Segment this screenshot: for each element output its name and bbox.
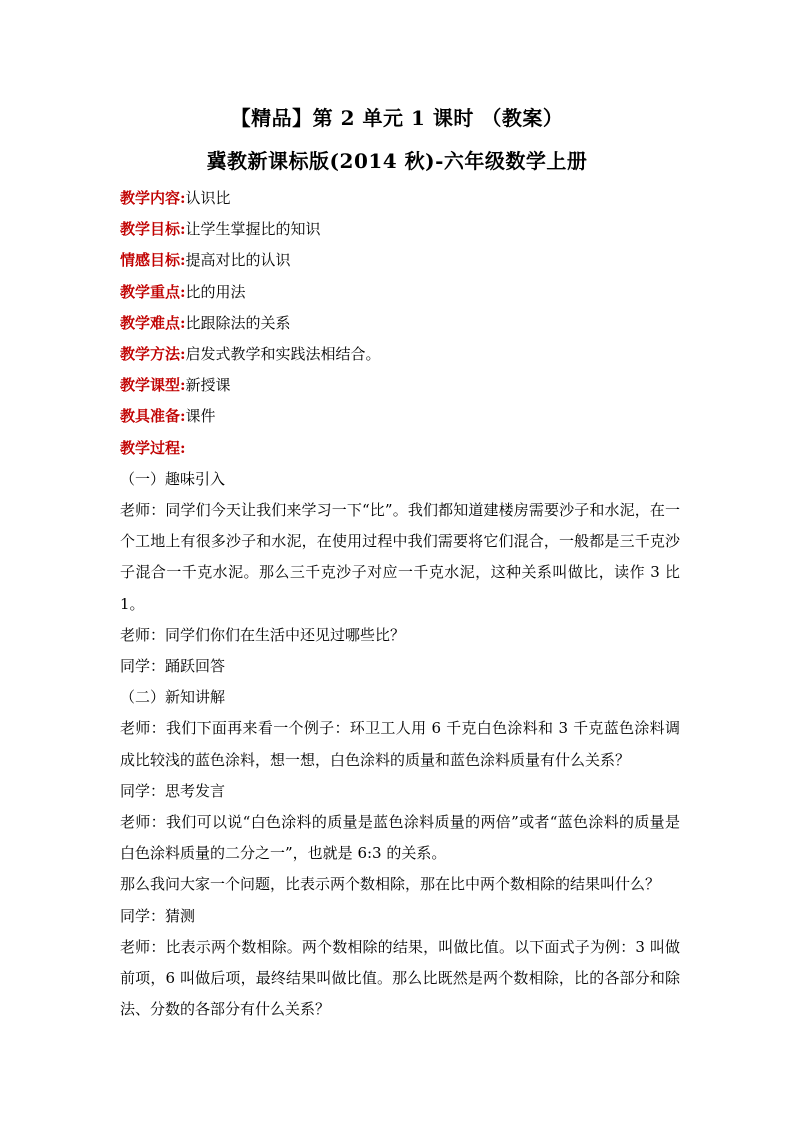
info-label: 教学重点: bbox=[120, 282, 186, 301]
document-title: 【精品】第 2 单元 1 课时 （教案） bbox=[230, 106, 564, 130]
info-label: 教具准备: bbox=[120, 407, 186, 426]
paragraph: 老师：我们下面再来看一个例子：环卫工人用 6 千克白色涂料和 3 千克蓝色涂料调成比较浅的蓝色涂料，想一想，白色涂料的质量和蓝色涂料质量有什么关系？ bbox=[120, 719, 680, 769]
section-heading-new-knowledge: （二）新知讲解 bbox=[120, 688, 226, 707]
info-value: 让学生掌握比的知识 bbox=[185, 220, 321, 239]
paragraph: 老师：比表示两个数相除。两个数相除的结果，叫做比值。以下面式子为例：3 叫做前项，6 叫做后项，最终结果叫做比值。那么比既然是两个数相除，比的各部分和除法、分数的各部分有什么关系？ bbox=[120, 937, 680, 1019]
info-label: 教学难点: bbox=[120, 313, 186, 332]
paragraph: 同学：踊跃回答 bbox=[120, 656, 226, 675]
info-row-objective bbox=[120, 214, 680, 245]
info-row-process bbox=[120, 433, 680, 464]
info-value: 启发式教学和实践法相结合。 bbox=[185, 344, 381, 363]
paragraph: 同学：思考发言 bbox=[120, 781, 226, 800]
info-value: 比的用法 bbox=[185, 282, 246, 301]
info-label: 教学方法: bbox=[120, 344, 186, 363]
info-value: 新授课 bbox=[185, 376, 231, 395]
info-row-materials bbox=[120, 401, 680, 432]
info-value: 提高对比的认识 bbox=[185, 251, 291, 270]
info-row-difficulty bbox=[120, 308, 680, 339]
info-label: 情感目标: bbox=[120, 251, 186, 270]
paragraph: 老师：同学们你们在生活中还见过哪些比？ bbox=[120, 625, 406, 644]
lesson-content bbox=[120, 183, 680, 1025]
info-label: 教学目标: bbox=[120, 220, 186, 239]
info-row-key-point bbox=[120, 277, 680, 308]
info-row-emotion bbox=[120, 245, 680, 276]
info-label: 教学课型: bbox=[120, 376, 186, 395]
section-heading-intro: （一）趣味引入 bbox=[120, 469, 226, 488]
info-label: 教学内容: bbox=[120, 189, 186, 207]
info-row-content bbox=[120, 183, 680, 214]
paragraph: 同学：猜测 bbox=[120, 906, 196, 925]
info-value: 课件 bbox=[185, 407, 216, 426]
paragraph: 那么我问大家一个问题，比表示两个数相除，那在比中两个数相除的结果叫什么？ bbox=[120, 875, 661, 894]
info-row-lesson-type bbox=[120, 370, 680, 401]
paragraph: 老师：我们可以说“白色涂料的质量是蓝色涂料质量的两倍”或者“蓝色涂料的质量是白色涂料质量的二分之一”，也就是 6:3 的关系。 bbox=[120, 812, 680, 863]
paragraph: 老师：同学们今天让我们来学习一下“比”。我们都知道建楼房需要沙子和水泥，在一个工地上有很多沙子和水泥，在使用过程中我们需要将它们混合，一般都是三千克沙子混合一千克水泥。那么三千克沙子对应一千克水泥，这种关系叫做比，读作 3 比 1。 bbox=[120, 500, 680, 613]
info-row-method bbox=[120, 339, 680, 370]
info-value: 比跟除法的关系 bbox=[185, 313, 291, 332]
info-value: 认识比 bbox=[185, 189, 231, 207]
document-subtitle: 冀教新课标版(2014 秋)-六年级数学上册 bbox=[206, 149, 588, 173]
info-label: 教学过程: bbox=[120, 438, 186, 457]
